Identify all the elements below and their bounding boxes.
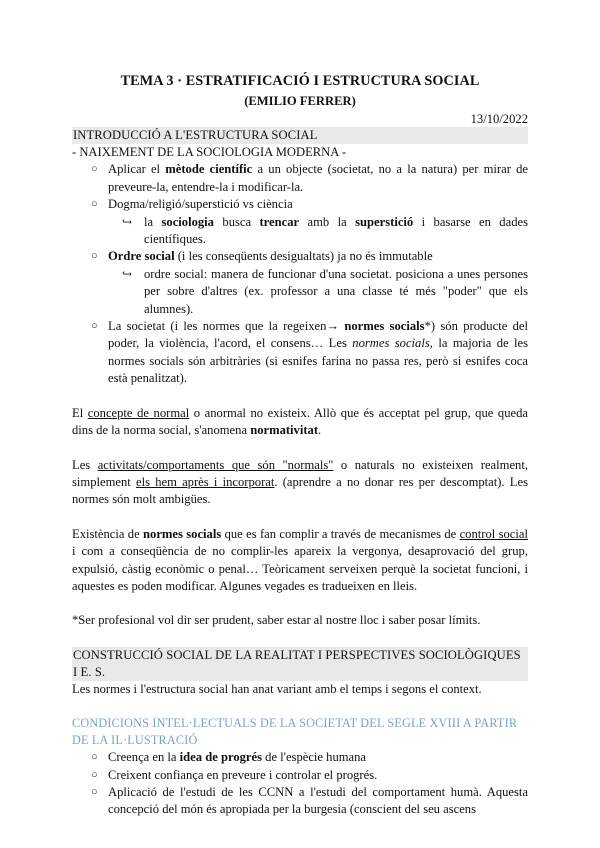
text-span: i basarse en dades científiques. (144, 214, 528, 247)
section-heading-construccio (72, 647, 528, 681)
bold-text: trencar (259, 214, 300, 229)
bold-text: idea de progrés (179, 750, 262, 765)
text-span: la (144, 214, 162, 229)
hollow-circle-icon: ○ (91, 751, 98, 764)
text-span: o anormal no existeix. Allò que és acceptat pel grup, que queda dins de la norma social, s'anomena (72, 405, 528, 438)
text-span: Aplicar el (108, 162, 166, 177)
underlined-text: concepte de normal (87, 405, 190, 420)
list-item (91, 248, 528, 318)
bold-text: sociologia (161, 214, 214, 229)
condicions-heading: CONDICIONS INTEL·LECTUALS DE LA SOCIETAT DEL SEGLE XVIII A PARTIR DE LA IL·LUSTRACIÓ (72, 716, 518, 748)
document-body (72, 127, 528, 819)
underlined-text: activitats/comportaments que són "normals" (97, 457, 334, 472)
list-item (91, 767, 528, 784)
text-span: Aplicació de l'estudi de les CCNN a l'estudi del comportament humà. Aquesta concepció del món és apropiada per la burgesia (conscient del seu ascens (108, 784, 528, 817)
text-span: . (aprendre a no donar res per descomptat). Les normes són molt ambigües. (72, 474, 528, 507)
list-item (91, 749, 528, 766)
bold-text: normes socials (143, 526, 222, 541)
section-heading-intro (72, 127, 528, 144)
text-span: Les (72, 457, 98, 472)
list-item (91, 784, 528, 819)
paragraph-activitats (72, 457, 528, 509)
hollow-circle-icon: ○ (91, 250, 98, 263)
text-span: ordre social: manera de funcionar d'una societat. posiciona a unes persones per sobre d'altres (ex. professor a una classe té més "poder" que els alumnes). (144, 266, 528, 316)
section-heading-construccio-text: CONSTRUCCIÓ SOCIAL DE LA REALITAT I PERSPECTIVES SOCIOLÒGIQUES I E. S. (73, 647, 521, 679)
hollow-circle-icon: ○ (91, 163, 98, 176)
intro-bullet-list (72, 161, 528, 387)
condicions-bullet-list (72, 749, 528, 819)
text-span: o naturals no existeixen realment, simplement (72, 457, 528, 489)
paragraph-construccio: Les normes i l'estructura social han anat variant amb el temps i segons el context. (72, 681, 482, 696)
text-span: i com a conseqüència de no complir-les apareix la vergonya, desaprovació del grup, expulsió, càstig econòmic o penal… Teòricament serveixen perquè la societat funcioni, i aquestes es poden modificar. Algunes vegades es tradueixen en lleis. (72, 544, 528, 593)
underlined-text: control social (459, 526, 528, 541)
text-span: que es fan complir a través de mecanismes de (221, 526, 460, 541)
text-span: Creixent confiança en preveure i controlar el progrés. (108, 767, 378, 782)
sub-list (108, 214, 528, 249)
return-arrow-icon: ↪ (122, 266, 133, 281)
text-span: busca (213, 214, 260, 229)
hollow-circle-icon: ○ (91, 198, 98, 211)
list-item (91, 318, 529, 388)
text-span: Existència de (72, 526, 144, 541)
return-arrow-icon: ↪ (122, 214, 133, 229)
subheading-sociologia-moderna: - NAIXEMENT DE LA SOCIOLOGIA MODERNA - (72, 145, 347, 159)
bold-text: normativitat (250, 423, 319, 438)
text-span: Dogma/religió/superstició vs ciència (108, 197, 293, 212)
italic-text: normes socials (352, 336, 430, 351)
bold-text: Ordre social (108, 249, 175, 264)
text-span: *) són producte del poder, la violència, l'acord, el consens… Les (108, 319, 529, 351)
sub-list (108, 266, 528, 318)
underlined-text: els hem après i incorporat (135, 474, 275, 489)
right-arrow-icon: → (326, 319, 340, 334)
text-span: , la majoria de les normes socials són arbitràries (si esnifes farina no passa res, però si esnifes coca està penalitzat). (108, 336, 528, 386)
section-heading-intro-text: INTRODUCCIÓ A L'ESTRUCTURA SOCIAL (73, 128, 318, 142)
text-span: El (72, 405, 88, 420)
bold-text: mètode científic (165, 162, 253, 177)
hollow-circle-icon: ○ (91, 320, 98, 333)
bold-text: superstició (355, 214, 414, 229)
document-author: (EMILIO FERRER) (244, 94, 356, 108)
document-title: TEMA 3 · ESTRATIFICACIÓ I ESTRUCTURA SOCIAL (120, 73, 480, 89)
text-span: amb la (299, 214, 356, 229)
text-span: a un objecte (societat, no a la natura) per mirar de preveure-la, entendre-la i modificar-la. (108, 162, 528, 194)
list-item (91, 196, 528, 248)
text-span: Creença en la (108, 750, 180, 765)
document-date: 13/10/2022 (470, 112, 528, 126)
bold-text: normes socials (339, 319, 425, 334)
sub-list-item (122, 214, 528, 249)
text-span: . (318, 423, 322, 438)
hollow-circle-icon: ○ (91, 768, 98, 781)
paragraph-normes-socials (72, 526, 528, 596)
list-item (91, 161, 528, 196)
paragraph-normal (72, 405, 528, 440)
footnote-paragraph: *Ser profesional vol dir ser prudent, saber estar al nostre lloc i saber posar límits. (72, 613, 481, 628)
sub-list-item (122, 266, 528, 318)
hollow-circle-icon: ○ (91, 785, 98, 798)
text-span: de l'espècie humana (262, 750, 367, 765)
text-span: La societat (i les normes que la regeixen (108, 319, 327, 334)
text-span: (i les conseqüents desigualtats) ja no és immutable (174, 249, 433, 264)
